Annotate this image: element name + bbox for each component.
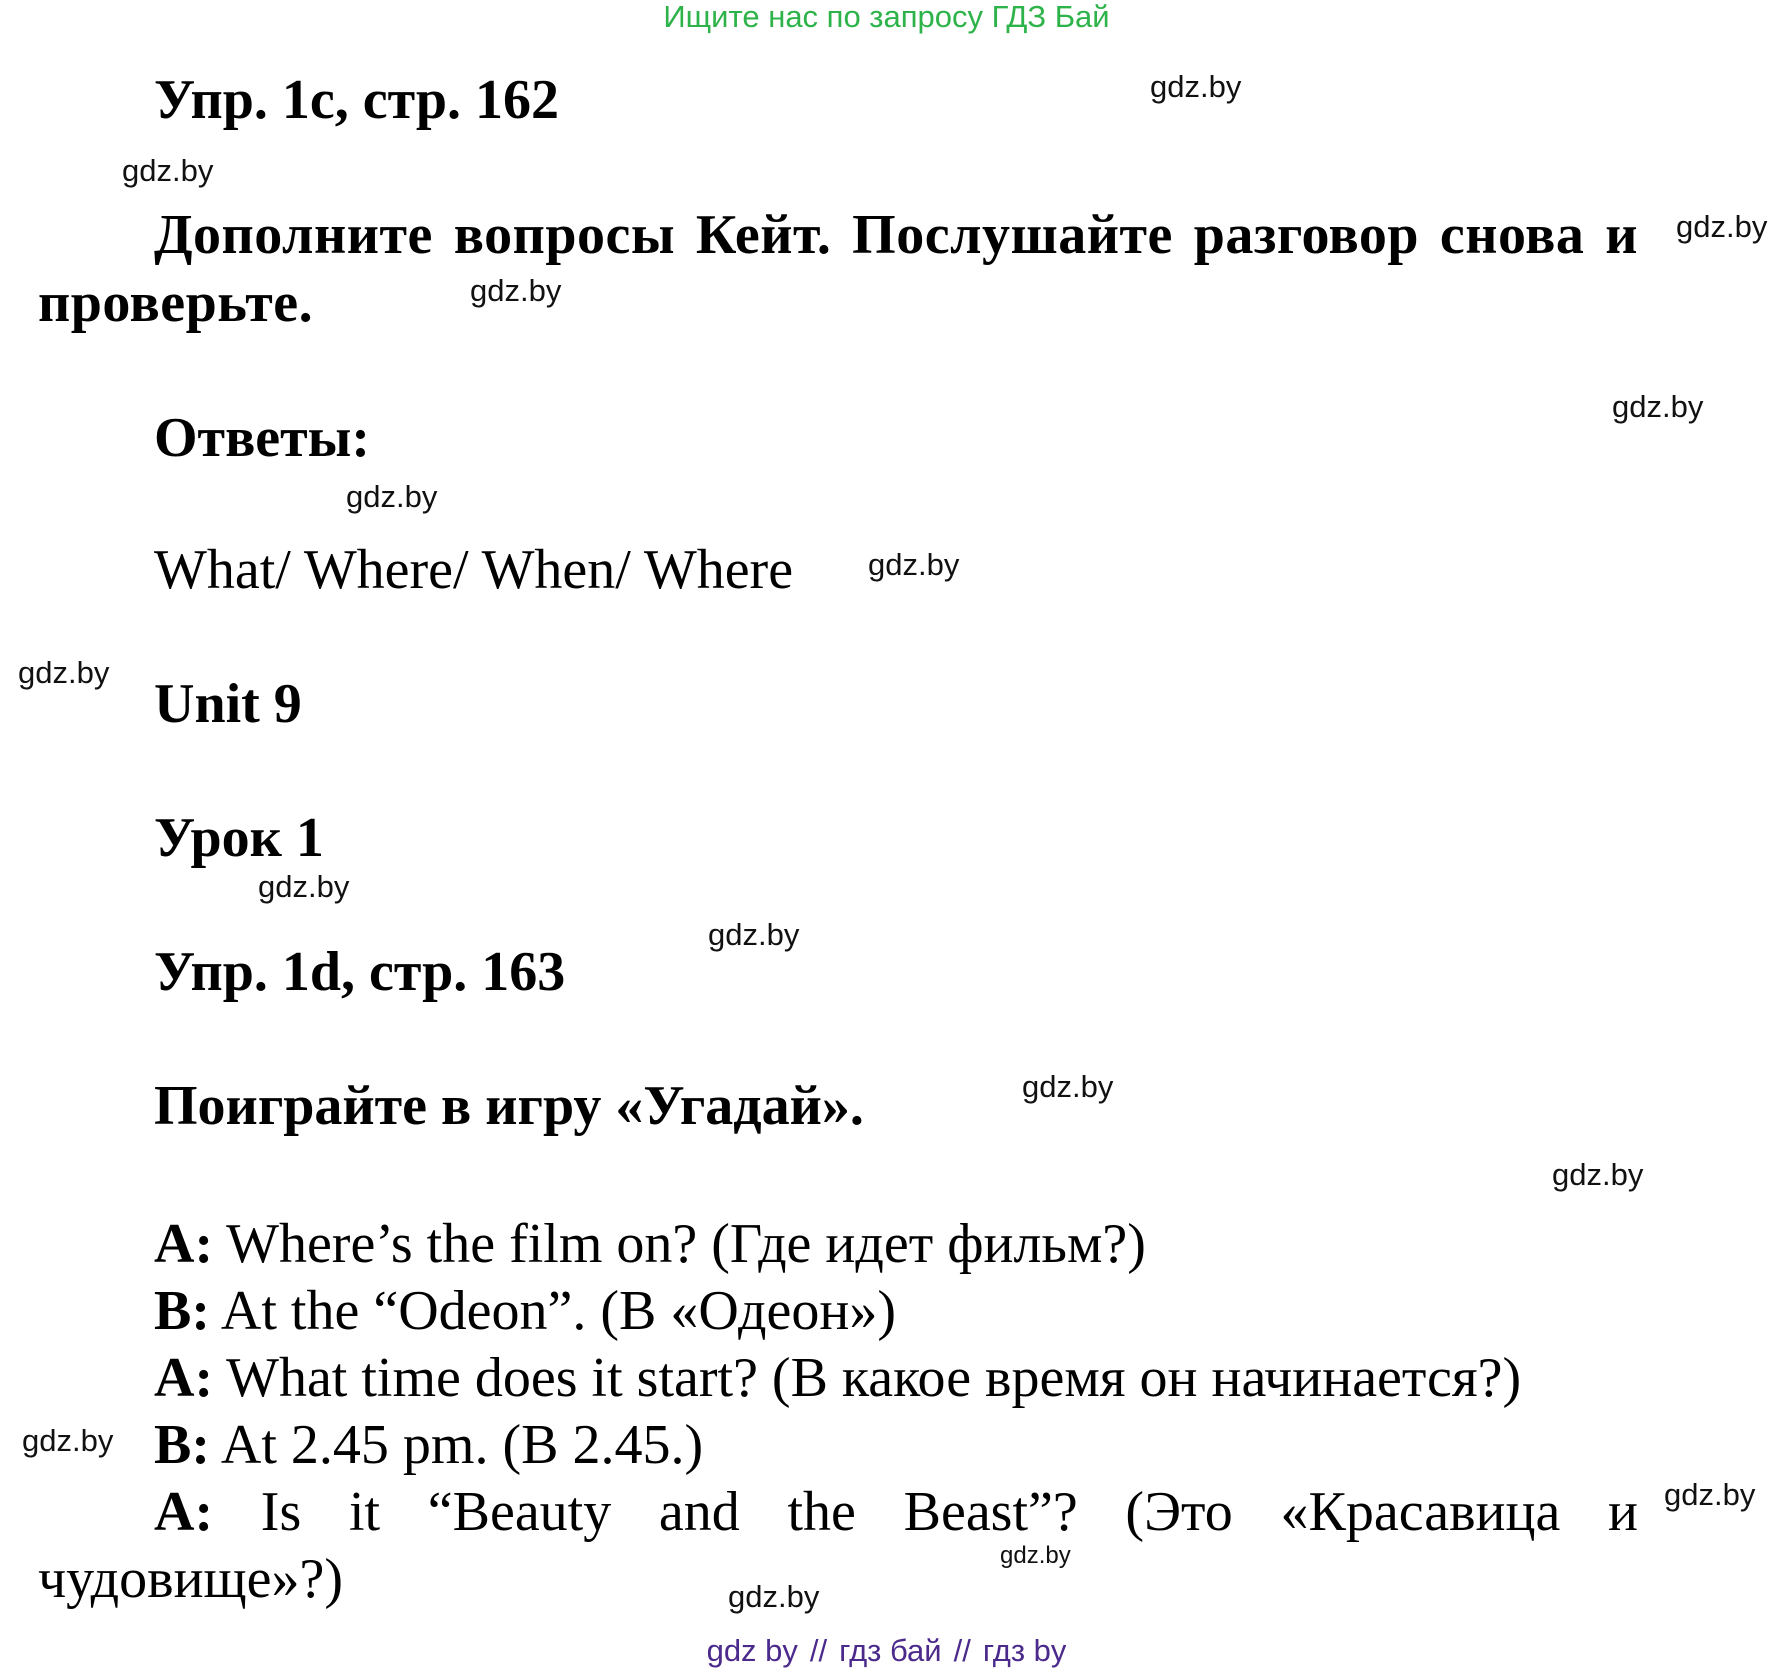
unit-title: Unit 9 (154, 673, 302, 735)
watermark-text: gdz.by (346, 479, 438, 514)
watermark-text: gdz.by (122, 153, 214, 188)
line-text: What time does it start? (В какое время он начинается?) (226, 1347, 1522, 1409)
line-text: At the “Odeon”. (В «Одеон») (220, 1280, 897, 1342)
watermark-text: gdz.by (1150, 69, 1242, 104)
dialogue (38, 1211, 1638, 1613)
dialogue-line (38, 1278, 1638, 1345)
watermark-text: gdz.by (708, 917, 800, 952)
answers-label: Ответы: (154, 407, 371, 469)
watermark-text: gdz.by (1664, 1477, 1756, 1512)
footer-banner (0, 1633, 1773, 1669)
speaker-label: A: (154, 1347, 214, 1409)
speaker-label: A: (154, 1213, 214, 1275)
footer-link[interactable]: гдз by (982, 1633, 1067, 1668)
footer-link[interactable]: гдз бай (839, 1633, 942, 1668)
dialogue-line (38, 1345, 1638, 1412)
speaker-label: A: (154, 1481, 214, 1543)
watermark-text: gdz.by (1552, 1157, 1644, 1192)
dialogue-line (38, 1211, 1638, 1278)
speaker-label: B: (154, 1280, 210, 1342)
footer-separator: // (809, 1633, 828, 1668)
exercise-1d-title: Упр. 1d, стр. 163 (154, 941, 566, 1003)
watermark-text: gdz.by (868, 547, 960, 582)
line-text: Where’s the film on? (Где идет фильм?) (226, 1213, 1146, 1275)
lesson-title: Урок 1 (154, 807, 324, 869)
watermark-text: gdz.by (1676, 209, 1768, 244)
dialogue-line (38, 1412, 1638, 1479)
footer-link[interactable]: gdz by (706, 1633, 798, 1668)
watermark-text: gdz.by (18, 655, 110, 690)
top-banner: Ищите нас по запросу ГДЗ Бай (663, 0, 1110, 34)
exercise-1c-title: Упр. 1c, стр. 162 (154, 69, 559, 131)
exercise-1c-instruction: Дополните вопросы Кейт. Послушайте разговор снова и проверьте. (38, 204, 1638, 334)
watermark-text: gdz.by (1612, 389, 1704, 424)
footer-separator: // (953, 1633, 971, 1668)
line-text: At 2.45 pm. (В 2.45.) (220, 1414, 704, 1476)
exercise-1d-instruction: Поиграйте в игру «Угадай». (154, 1075, 864, 1137)
watermark-text: gdz.by (258, 869, 350, 904)
watermark-text: gdz.by (1022, 1069, 1114, 1104)
watermark-text: gdz.by (1000, 1542, 1071, 1569)
line-text: Is it “Beauty and the Beast”? (Это «Красавица и чудовище»?) (38, 1481, 1638, 1610)
dialogue-line (38, 1479, 1638, 1613)
watermark-text: gdz.by (470, 273, 562, 308)
answers-text: What/ Where/ When/ Where (154, 539, 794, 601)
watermark-text: gdz.by (22, 1423, 114, 1458)
speaker-label: B: (154, 1414, 210, 1476)
watermark-text: gdz.by (728, 1579, 820, 1614)
